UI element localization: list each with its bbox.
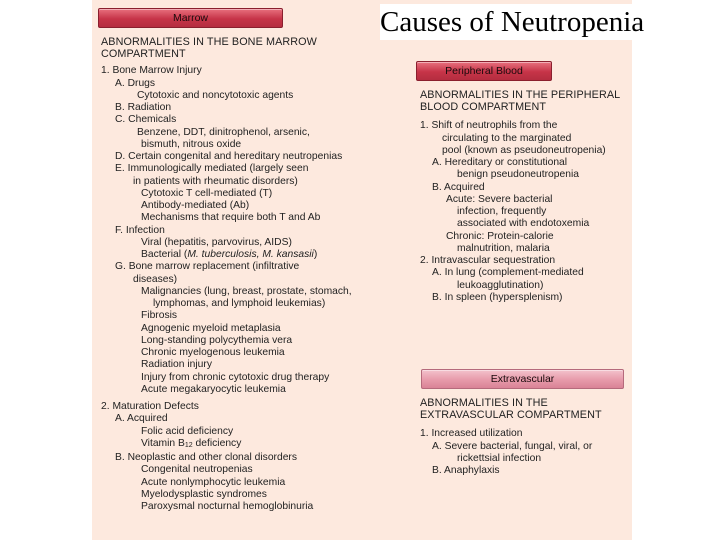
list-item: A. Hereditary or constitutional	[432, 157, 568, 169]
peripheral-heading-line: BLOOD COMPARTMENT	[420, 101, 547, 114]
list-item: circulating to the marginated	[442, 132, 572, 144]
list-item: Acute megakaryocytic leukemia	[141, 383, 286, 395]
list-item: Antibody-mediated (Ab)	[141, 200, 250, 212]
list-item: leukoagglutination)	[457, 279, 544, 291]
list-item: D. Certain congenital and hereditary neutropenias	[115, 151, 343, 163]
marrow-heading-line: COMPARTMENT	[101, 48, 186, 61]
peripheral-blood-banner-label: Peripheral Blood	[445, 65, 523, 77]
extravascular-heading-line: EXTRAVASCULAR COMPARTMENT	[420, 409, 602, 422]
list-item: Cytotoxic and noncytotoxic agents	[137, 89, 294, 101]
list-item: 2. Intravascular sequestration	[420, 255, 556, 267]
list-item: E. Immunologically mediated (largely seen	[115, 163, 309, 175]
extravascular-banner-label: Extravascular	[490, 373, 555, 385]
list-item-italic: M. tuberculosis, M. kansasii	[187, 249, 314, 261]
list-item	[101, 438, 381, 452]
list-item-text: deficiency	[192, 437, 242, 449]
marrow-column	[101, 36, 381, 513]
list-item: Folic acid deficiency	[141, 425, 234, 437]
list-item: C. Chemicals	[115, 114, 177, 126]
list-item: A. Drugs	[115, 77, 156, 89]
list-item: bismuth, nitrous oxide	[141, 138, 242, 150]
list-item: Congenital neutropenias	[141, 464, 253, 476]
list-item: Chronic myelogenous leukemia	[141, 347, 285, 359]
extravascular-column	[420, 397, 630, 477]
list-item: Malignancies (lung, breast, prostate, stomach,	[141, 285, 352, 297]
list-item-text: )	[313, 249, 318, 261]
marrow-banner-label: Marrow	[172, 12, 208, 24]
list-item: rickettsial infection	[457, 452, 542, 464]
list-item: 1. Shift of neutrophils from the	[420, 120, 558, 132]
peripheral-heading-line: ABNORMALITIES IN THE PERIPHERAL	[420, 89, 621, 101]
list-item: lymphomas, and lymphoid leukemias)	[153, 298, 326, 310]
peripheral-blood-column	[420, 89, 630, 304]
list-item-text: Vitamin B	[141, 437, 185, 449]
list-item: benign pseudoneutropenia	[457, 169, 579, 181]
list-item: in patients with rheumatic disorders)	[133, 175, 298, 187]
list-item	[101, 249, 381, 261]
list-item: Fibrosis	[141, 310, 178, 322]
list-item: B. Anaphylaxis	[432, 465, 500, 477]
list-item: 2. Maturation Defects	[101, 401, 199, 413]
list-item: B. Acquired	[432, 181, 485, 193]
list-item-text: Bacterial (	[141, 249, 188, 261]
extravascular-heading-line: ABNORMALITIES IN THE	[420, 397, 548, 409]
list-item: B. In spleen (hypersplenism)	[432, 291, 563, 303]
list-item: 1. Increased utilization	[420, 428, 523, 440]
list-item: Long-standing polycythemia vera	[141, 334, 293, 346]
list-item: Acute: Severe bacterial	[446, 193, 553, 205]
list-item: Viral (hepatitis, parvovirus, AIDS)	[141, 236, 292, 248]
list-item: A. In lung (complement-mediated	[432, 267, 584, 279]
list-item: malnutrition, malaria	[457, 242, 550, 254]
list-item: G. Bone marrow replacement (infiltrative	[115, 261, 300, 273]
list-item: B. Neoplastic and other clonal disorders	[115, 452, 298, 464]
list-item: Agnogenic myeloid metaplasia	[141, 322, 281, 334]
list-item: A. Acquired	[115, 413, 168, 425]
list-item: Mechanisms that require both T and Ab	[141, 212, 321, 224]
list-item: infection, frequently	[457, 206, 547, 218]
list-item: F. Infection	[115, 224, 165, 236]
list-item: Paroxysmal nocturnal hemoglobinuria	[141, 501, 314, 513]
list-item: Benzene, DDT, dinitrophenol, arsenic,	[137, 126, 310, 138]
marrow-heading-line: ABNORMALITIES IN THE BONE MARROW	[101, 36, 317, 48]
subscript: 12	[184, 441, 193, 449]
list-item: associated with endotoxemia	[457, 218, 590, 230]
marrow-banner	[98, 8, 283, 28]
peripheral-blood-banner	[416, 61, 552, 81]
list-item: Injury from chronic cytotoxic drug therapy	[141, 371, 330, 383]
list-item: Chronic: Protein-calorie	[446, 230, 554, 242]
list-item: Acute nonlymphocytic leukemia	[141, 476, 286, 488]
list-item: B. Radiation	[115, 102, 172, 114]
list-item: Radiation injury	[141, 359, 212, 371]
extravascular-banner	[421, 369, 624, 389]
list-item: pool (known as pseudoneutropenia)	[442, 144, 606, 156]
list-item: A. Severe bacterial, fungal, viral, or	[432, 440, 593, 452]
list-item: diseases)	[133, 273, 178, 285]
list-item: 1. Bone Marrow Injury	[101, 65, 202, 77]
list-item: Cytotoxic T cell-mediated (T)	[141, 187, 273, 199]
page-title: Causes of Neutropenia	[380, 4, 692, 40]
list-item: Myelodysplastic syndromes	[141, 488, 267, 500]
